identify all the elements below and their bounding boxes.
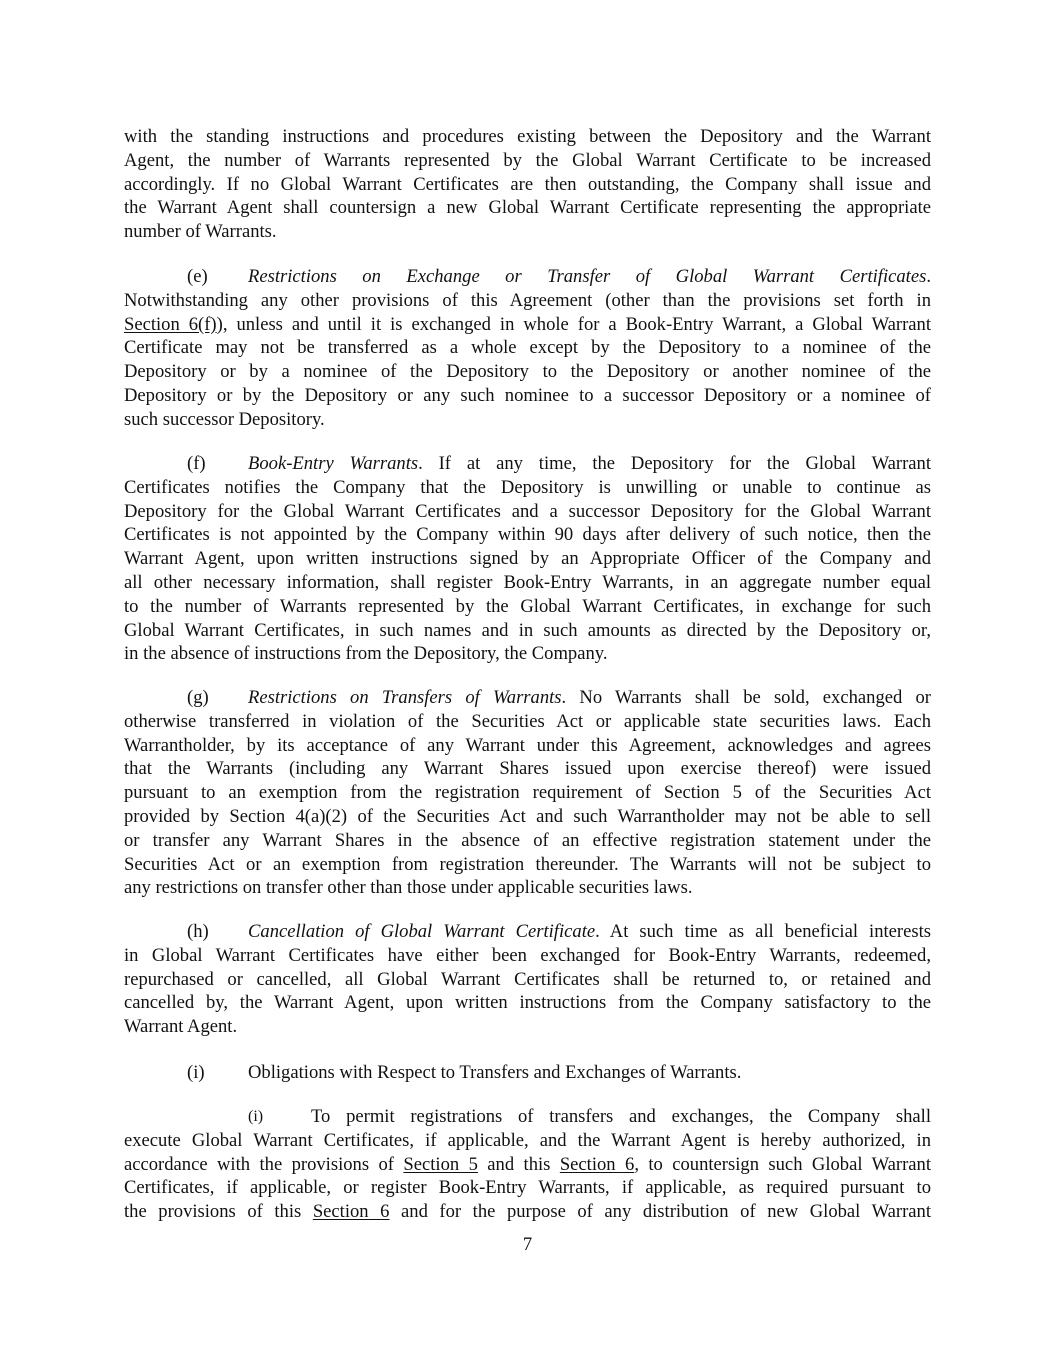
- text-run: . If at any time, the Depository for the Global Warrant: [418, 453, 931, 474]
- text-run: and this: [477, 1153, 560, 1175]
- paragraph-intro: [124, 125, 931, 244]
- text-run: or transfer any Warrant Shares in the absence of an effective registration statement under the: [124, 829, 931, 851]
- text-run: . No Warrants shall be sold, exchanged or: [561, 687, 931, 708]
- paragraph-f: [124, 452, 931, 666]
- section-heading: Restrictions on Transfers of Warrants: [248, 687, 562, 708]
- text-run: cancelled by, the Warrant Agent, upon written instructions from the Company satisfactory to the: [124, 992, 931, 1014]
- text-run: Warrant Agent.: [124, 1016, 238, 1038]
- text-line: [124, 571, 931, 595]
- text-run: , to countersign such Global Warrant: [634, 1153, 931, 1175]
- text-line: [124, 1176, 931, 1200]
- paragraph-first-line: [124, 686, 931, 710]
- paragraph-label: (e): [187, 266, 208, 287]
- text-run: in Global Warrant Certificates have either been exchanged for Book-Entry Warrants, redeemed,: [124, 944, 931, 966]
- text-line: [124, 384, 931, 408]
- text-run: such successor Depository.: [124, 408, 325, 430]
- text-line: [124, 1015, 931, 1039]
- text-run: number of Warrants.: [124, 221, 277, 243]
- text-run: Warrantholder, by its acceptance of any Warrant under this Agreement, acknowledges and agrees: [124, 734, 931, 756]
- text-run: with the standing instructions and procedures existing between the Depository and the Warrant: [124, 126, 931, 147]
- text-run: Certificates, if applicable, or register Book-Entry Warrants, if applicable, as required pursuant to: [124, 1177, 931, 1199]
- text-line: [124, 1129, 931, 1153]
- paragraph-g: [124, 686, 931, 900]
- text-line: [124, 313, 931, 337]
- first-line-text: [248, 920, 931, 944]
- text-run: otherwise transferred in violation of the Securities Act or applicable state securities laws. Each: [124, 710, 931, 732]
- paragraph-label: (g): [187, 687, 209, 708]
- text-run: . At such time as all beneficial interests: [595, 921, 931, 942]
- text-run: Global Warrant Certificates, in such names and in such amounts as directed by the Depository or,: [124, 619, 931, 641]
- text-line: [124, 173, 931, 197]
- first-line-text: [248, 265, 931, 289]
- section-heading: Book-Entry Warrants: [248, 453, 419, 474]
- text-run: pursuant to an exemption from the registration requirement of Section 5 of the Securities Act: [124, 782, 931, 804]
- text-line: [124, 547, 931, 571]
- text-line: [124, 968, 931, 992]
- text-run: to the number of Warrants represented by the Global Warrant Certificates, in exchange for such: [124, 595, 931, 617]
- text-line: [124, 710, 931, 734]
- text-run: and for the purpose of any distribution of new Global Warrant: [389, 1201, 931, 1223]
- text-run: the Warrant Agent shall countersign a new Global Warrant Certificate representing the appropriate: [124, 197, 931, 219]
- text-run: in the absence of instructions from the Depository, the Company.: [124, 643, 608, 665]
- text-line: [124, 853, 931, 877]
- text-line: [124, 523, 931, 547]
- text-line: [124, 289, 931, 313]
- text-run: accordingly. If no Global Warrant Certificates are then outstanding, the Company shall issue and: [124, 173, 931, 195]
- section-reference-link: Section 5: [403, 1153, 478, 1175]
- text-run: provided by Section 4(a)(2) of the Securities Act and such Warrantholder may not be able to sell: [124, 805, 931, 827]
- first-line-text: [311, 1105, 931, 1129]
- text-run: Certificates is not appointed by the Company within 90 days after delivery of such notice, then the: [124, 524, 931, 546]
- text-run: all other necessary information, shall register Book-Entry Warrants, in an aggregate number equal: [124, 571, 931, 593]
- text-line: [124, 1153, 931, 1177]
- text-run: .: [926, 266, 931, 287]
- paragraph-label: (h): [187, 921, 209, 942]
- paragraph-e: [124, 265, 931, 432]
- text-run: Notwithstanding any other provisions of this Agreement (other than the provisions set forth in: [124, 289, 931, 311]
- paragraph-label: (f): [187, 453, 206, 474]
- first-line-text: [248, 1061, 741, 1085]
- text-line: [124, 408, 931, 432]
- text-run: Depository for the Global Warrant Certificates and a successor Depository for the Global Warrant: [124, 500, 931, 522]
- paragraph-first-line: [124, 920, 931, 944]
- text-line: [124, 595, 931, 619]
- paragraph-first-line: [124, 1105, 931, 1129]
- text-run: Agent, the number of Warrants represented by the Global Warrant Certificate to be increased: [124, 149, 931, 171]
- text-run: Certificate may not be transferred as a whole except by the Depository to a nominee of the: [124, 337, 931, 359]
- text-line: [124, 757, 931, 781]
- section-heading: Cancellation of Global Warrant Certificate: [248, 921, 596, 942]
- text-line: [124, 991, 931, 1015]
- paragraph-label: (i): [187, 1062, 205, 1083]
- section-reference-link: Section 6: [559, 1153, 635, 1175]
- section-heading: Restrictions on Exchange or Transfer of Global Warrant Certificates: [248, 266, 927, 287]
- text-run: the provisions of this: [124, 1201, 313, 1223]
- text-run: repurchased or cancelled, all Global Warrant Certificates shall be returned to, or retained and: [124, 968, 931, 990]
- text-line: [124, 476, 931, 500]
- paragraph-first-line: [124, 1061, 931, 1085]
- text-line: [124, 196, 931, 220]
- text-line: [124, 642, 931, 666]
- text-run: Certificates notifies the Company that the Depository is unwilling or unable to continue as: [124, 476, 931, 498]
- text-run: Obligations with Respect to Transfers and Exchanges of Warrants.: [248, 1062, 742, 1083]
- text-line: [124, 125, 931, 149]
- text-run: any restrictions on transfer other than those under applicable securities laws.: [124, 877, 693, 899]
- section-reference-link: Section 6(f): [124, 313, 217, 335]
- first-line-text: [248, 452, 931, 476]
- paragraph-first-line: [124, 452, 931, 476]
- text-line: [124, 149, 931, 173]
- text-run: Depository or by the Depository or any such nominee to a successor Depository or a nominee of: [124, 384, 931, 406]
- text-run: ), unless and until it is exchanged in whole for a Book-Entry Warrant, a Global Warrant: [216, 313, 931, 335]
- text-run: execute Global Warrant Certificates, if applicable, and the Warrant Agent is hereby authorized, in: [124, 1129, 931, 1151]
- text-line: [124, 781, 931, 805]
- text-line: [124, 1200, 931, 1224]
- paragraph-i: [124, 1061, 931, 1085]
- section-reference-link: Section 6: [312, 1201, 390, 1223]
- text-line: [124, 734, 931, 758]
- page-number: 7: [522, 1234, 533, 1255]
- text-run: To permit registrations of transfers and exchanges, the Company shall: [311, 1106, 931, 1127]
- text-run: Depository or by a nominee of the Depository to the Depository or another nominee of the: [124, 361, 931, 383]
- text-run: Warrant Agent, upon written instructions signed by an Appropriate Officer of the Company and: [124, 548, 931, 570]
- paragraph-h: [124, 920, 931, 1039]
- text-line: [124, 500, 931, 524]
- text-line: [124, 876, 931, 900]
- text-run: that the Warrants (including any Warrant Shares issued upon exercise thereof) were issued: [124, 758, 931, 780]
- paragraph-i-i: [124, 1105, 931, 1224]
- text-line: [124, 944, 931, 968]
- text-line: [124, 829, 931, 853]
- text-run: accordance with the provisions of: [124, 1153, 404, 1175]
- text-line: [124, 360, 931, 384]
- text-line: [124, 619, 931, 643]
- text-line: [124, 336, 931, 360]
- text-line: [124, 805, 931, 829]
- text-run: Securities Act or an exemption from registration thereunder. The Warrants will not be subject to: [124, 853, 931, 875]
- first-line-text: [248, 686, 931, 710]
- text-line: [124, 220, 931, 244]
- paragraph-first-line: [124, 265, 931, 289]
- paragraph-label: (i): [248, 1108, 264, 1125]
